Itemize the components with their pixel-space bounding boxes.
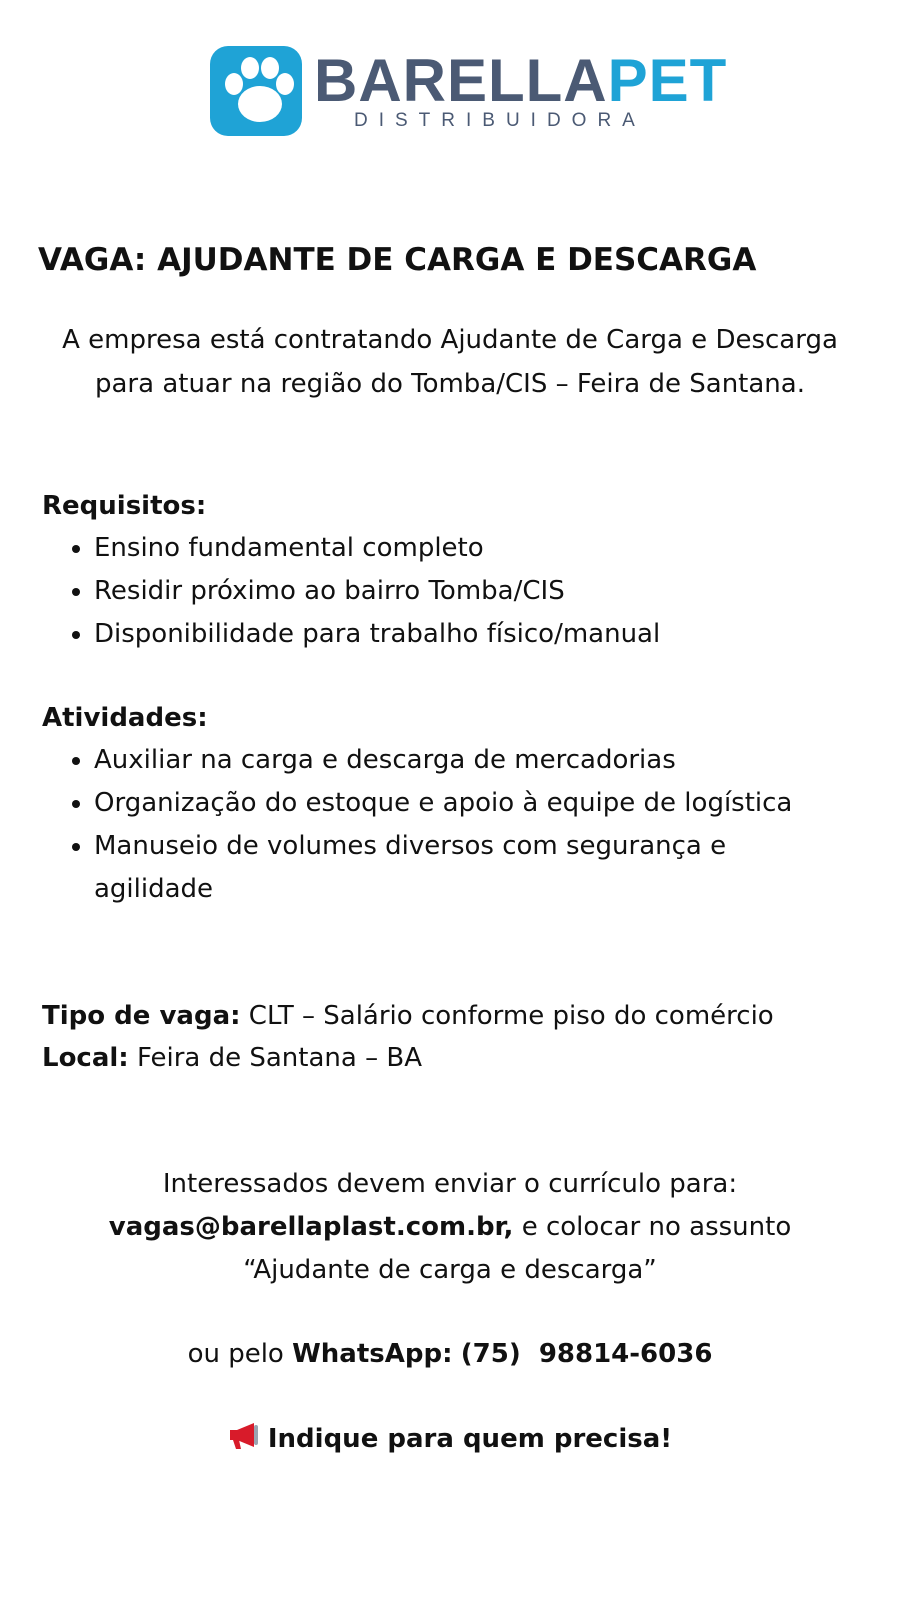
requirements-section [42,485,862,656]
brand-name-part2: PET [607,47,728,114]
share-line [40,1418,860,1465]
apply-subject-intro: e colocar no assunto [521,1212,792,1242]
apply-instructions [40,1163,860,1292]
list-item: • Auxiliar na carga e descarga de mercadorias [94,739,834,782]
job-info [42,995,802,1079]
job-location-value: Feira de Santana – BA [136,1043,422,1073]
apply-subject: “Ajudante de carga e descarga” [243,1255,657,1285]
apply-line: Interessados devem enviar o currículo para: [162,1169,738,1199]
whatsapp-prefix: ou pelo [187,1339,284,1369]
requirements-heading: Requisitos: [42,491,207,521]
activities-heading: Atividades: [42,703,208,733]
apply-email-link[interactable]: vagas@barellaplast.com.br, [108,1212,514,1242]
brand-name-part1: BARELLA [314,47,608,114]
job-type-value: CLT – Salário conforme piso do comércio [248,1001,774,1031]
list-item: • Manuseio de volumes diversos com segurança e agilidade [94,825,834,911]
list-item: • Ensino fundamental completo [94,527,862,570]
job-type-label: Tipo de vaga: [42,1001,241,1031]
activities-list [42,739,834,911]
brand-tagline: DISTRIBUIDORA [354,110,646,131]
list-item: • Organização do estoque e apoio à equipe de logística [94,782,834,825]
job-type [42,995,802,1037]
job-intro: A empresa está contratando Ajudante de Carga e Descarga para atuar na região do Tomba/CIS – Feira de Santana. [62,325,838,399]
requirements-list [42,527,862,656]
job-location-label: Local: [42,1043,129,1073]
brand-name [314,46,727,116]
job-location [42,1037,802,1079]
activities-section [42,697,862,911]
list-item: • Disponibilidade para trabalho físico/manual [94,613,862,656]
share-text: Indique para quem precisa! [267,1424,673,1454]
apply-email-line [40,1206,860,1249]
whatsapp-label: WhatsApp: [292,1339,453,1369]
whatsapp-line [40,1333,860,1376]
brand-logo [210,46,728,136]
list-item: • Residir próximo ao bairro Tomba/CIS [94,570,862,613]
paw-icon [210,46,302,136]
job-title: VAGA: AJUDANTE DE CARGA E DESCARGA [38,242,757,278]
whatsapp-number[interactable]: (75) 98814-6036 [460,1339,713,1369]
megaphone-icon [228,1421,262,1465]
